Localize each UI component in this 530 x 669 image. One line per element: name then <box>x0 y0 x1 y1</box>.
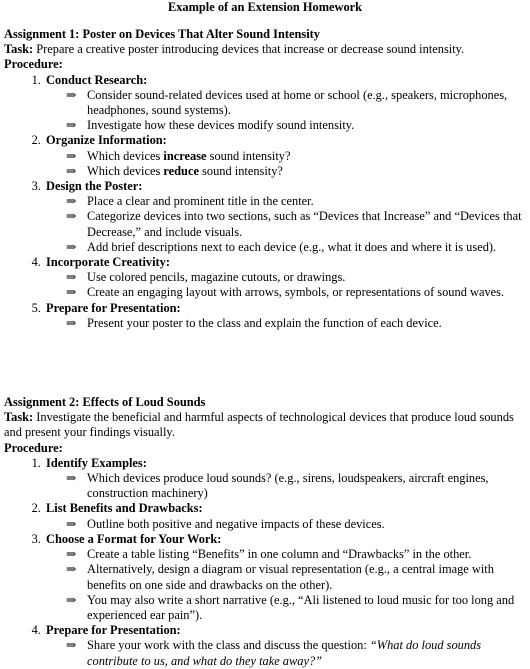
procedure-step <box>44 456 526 502</box>
arrow-icon: ⇒ <box>66 209 77 224</box>
step-bullets <box>46 517 526 532</box>
arrow-icon: ⇒ <box>66 118 77 133</box>
bullet-text: Add brief descriptions next to each device (e.g., what it does and where it is used). <box>87 239 497 254</box>
procedure-steps <box>4 73 526 331</box>
step-bullets <box>46 316 526 331</box>
bullet-item <box>66 149 526 164</box>
assignment-2 <box>4 395 526 669</box>
bullet-item <box>66 209 526 239</box>
step-title: Incorporate Creativity: <box>46 255 170 270</box>
bullet-item <box>66 118 526 133</box>
bullet-text: sound intensity? <box>198 163 283 178</box>
bullet-text: Which devices <box>87 163 164 178</box>
bullet-item <box>66 194 526 209</box>
assignment-1 <box>4 27 526 331</box>
arrow-icon: ⇒ <box>66 239 77 254</box>
procedure-step <box>44 73 526 134</box>
bullet-text: Create an engaging layout with arrows, symbols, or representations of sound waves. <box>87 285 505 300</box>
bullet-text: Which devices <box>87 148 164 163</box>
procedure-steps <box>4 456 526 669</box>
assignment-title: Assignment 1: Poster on Devices That Alter Sound Intensity <box>4 27 320 41</box>
step-bullets <box>46 638 526 668</box>
bullet-text: sound intensity? <box>206 148 291 163</box>
bullet-item <box>66 285 526 300</box>
arrow-icon: ⇒ <box>66 148 77 163</box>
task-text: Investigate the beneficial and harmful aspects of technological devices that produce loud sounds and present your findings visually. <box>4 410 514 440</box>
bullet-item <box>66 270 526 285</box>
bullet-text: Outline both positive and negative impacts of these devices. <box>87 516 385 531</box>
procedure-step <box>44 179 526 255</box>
arrow-icon: ⇒ <box>66 562 77 577</box>
bullet-text: Create a table listing “Benefits” in one column and “Drawbacks” in the other. <box>87 547 472 562</box>
arrow-icon: ⇒ <box>66 638 77 653</box>
bullet-item <box>66 316 526 331</box>
bullet-item <box>66 88 526 118</box>
arrow-icon: ⇒ <box>66 285 77 300</box>
procedure-label: Procedure: <box>4 57 63 72</box>
step-title: Identify Examples: <box>46 455 147 470</box>
step-bullets <box>46 547 526 623</box>
bullet-item <box>66 547 526 562</box>
bullet-text: Categorize devices into two sections, such as “Devices that Increase” and “Devices that Decrease,” and include visuals. <box>87 209 522 239</box>
bullet-text: Place a clear and prominent title in the center. <box>87 194 314 209</box>
bullet-item <box>66 240 526 255</box>
bullet-text: Investigate how these devices modify sound intensity. <box>87 118 355 133</box>
step-title: Design the Poster: <box>46 179 143 194</box>
step-bullets <box>46 471 526 501</box>
procedure-step <box>44 501 526 531</box>
step-bullets <box>46 149 526 179</box>
bullet-text: Which devices produce loud sounds? (e.g., sirens, loudspeakers, aircraft engines, construction machinery) <box>87 471 489 501</box>
step-title: Prepare for Presentation: <box>46 300 181 315</box>
step-bullets <box>46 194 526 255</box>
bullet-text: Use colored pencils, magazine cutouts, or drawings. <box>87 270 346 285</box>
task-text: Prepare a creative poster introducing devices that increase or decrease sound intensity. <box>33 42 465 57</box>
arrow-icon: ⇒ <box>66 516 77 531</box>
arrow-icon: ⇒ <box>66 194 77 209</box>
task-line <box>4 42 526 57</box>
bullet-item <box>66 471 526 501</box>
procedure-step <box>44 133 526 179</box>
bullet-text: Alternatively, design a diagram or visual representation (e.g., a central image with benefits on one side and drawbacks on the other). <box>87 562 494 592</box>
arrow-icon: ⇒ <box>66 163 77 178</box>
assignment-title: Assignment 2: Effects of Loud Sounds <box>4 395 206 410</box>
bullet-text: Present your poster to the class and explain the function of each device. <box>87 315 442 330</box>
task-label: Task: <box>4 42 34 57</box>
arrow-icon: ⇒ <box>66 592 77 607</box>
procedure-step <box>44 532 526 623</box>
procedure-step <box>44 301 526 331</box>
step-title: Prepare for Presentation: <box>46 623 181 638</box>
procedure-step <box>44 255 526 301</box>
arrow-icon: ⇒ <box>66 547 77 562</box>
task-line <box>4 410 526 440</box>
arrow-icon: ⇒ <box>66 87 77 102</box>
bullet-item <box>66 562 526 592</box>
emphasis-quote: “What do loud sounds contribute to us, and what do they take away?” <box>87 638 482 668</box>
bullet-item <box>66 593 526 623</box>
arrow-icon: ⇒ <box>66 270 77 285</box>
step-title: Organize Information: <box>46 133 167 148</box>
step-title: List Benefits and Drawbacks: <box>46 501 203 516</box>
procedure-label: Procedure: <box>4 440 63 455</box>
task-label: Task: <box>4 410 34 425</box>
document-title: Example of an Extension Homework <box>167 0 363 14</box>
bullet-text: You may also write a short narrative (e.g., “Ali listened to loud music for too long and experienced ear pain”). <box>87 592 515 622</box>
step-title: Conduct Research: <box>46 72 148 87</box>
bullet-item <box>66 517 526 532</box>
step-title: Choose a Format for Your Work: <box>46 531 222 546</box>
bullet-text: Consider sound-related devices used at home or school (e.g., speakers, microphones, headphones, sound systems). <box>87 87 508 118</box>
procedure-step <box>44 623 526 669</box>
emphasis-bold: increase <box>163 148 207 163</box>
bullet-text: Share your work with the class and discuss the question: <box>87 638 370 653</box>
bullet-item <box>66 164 526 179</box>
bullet-item <box>66 638 526 668</box>
arrow-icon: ⇒ <box>66 315 77 330</box>
emphasis-bold: reduce <box>163 163 199 178</box>
step-bullets <box>46 88 526 134</box>
arrow-icon: ⇒ <box>66 471 77 486</box>
step-bullets <box>46 270 526 300</box>
